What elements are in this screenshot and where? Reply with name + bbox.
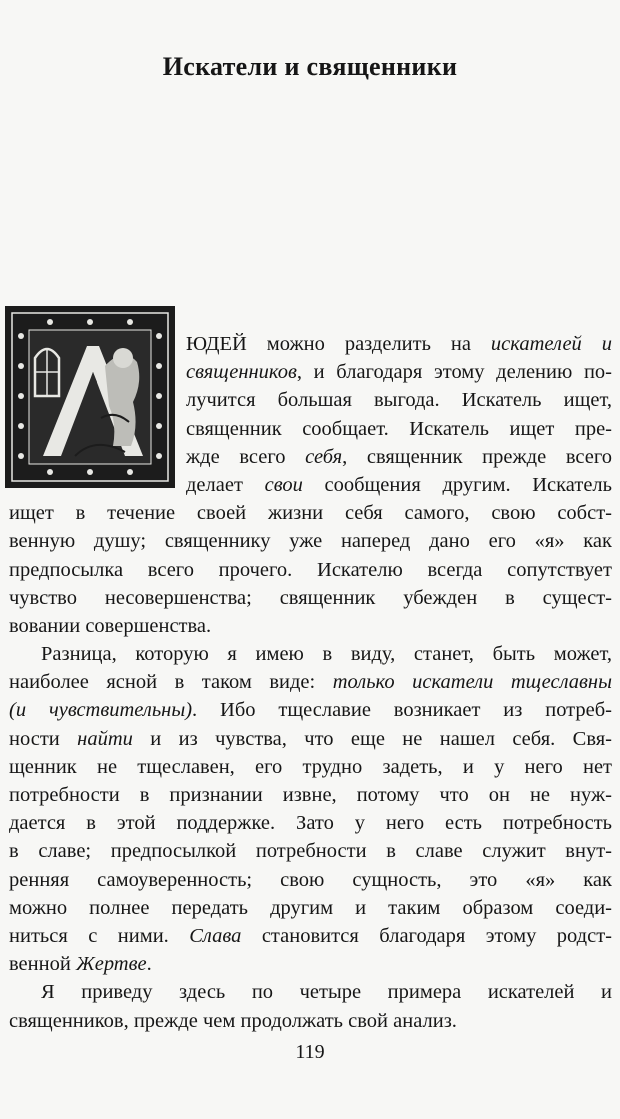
text-run: священников, прежде чем продолжать свой анализ. xyxy=(9,1009,457,1032)
text-line xyxy=(186,443,612,471)
text-run: ности xyxy=(9,727,78,750)
text-run: потребности в признании извне, потому что он не нуж- xyxy=(9,784,612,806)
text-line xyxy=(9,668,612,696)
text-line xyxy=(9,894,612,922)
italic-text-run: себя xyxy=(305,445,343,468)
text-line xyxy=(186,415,612,443)
text-line xyxy=(186,386,612,414)
italic-text-run: (и чувствительны) xyxy=(9,699,193,722)
text-line xyxy=(9,725,612,753)
text-line xyxy=(9,781,612,809)
text-run: ниться с ними. xyxy=(9,924,190,947)
text-line xyxy=(9,499,612,527)
text-run: . xyxy=(146,953,152,976)
text-line xyxy=(9,950,612,978)
italic-text-run: Жертве xyxy=(75,953,147,976)
text-line xyxy=(9,612,612,640)
italic-text-run: найти xyxy=(77,727,133,750)
text-run: делает xyxy=(186,473,265,496)
text-run: ищет в течение своей жизни себя самого, свою собст- xyxy=(9,502,612,525)
text-run: становится благодаря этому родст- xyxy=(241,924,613,947)
text-run: в славе; предпосылкой потребности в славе служит внут- xyxy=(9,840,612,863)
text-run: священник сообщает. Искатель ищет пре- xyxy=(186,417,612,440)
text-run: сообщения другим. Искатель xyxy=(302,473,612,496)
italic-text-run: Слава xyxy=(189,924,242,947)
text-line xyxy=(9,837,612,865)
text-line xyxy=(186,358,612,386)
text-line xyxy=(9,696,612,724)
body-text xyxy=(0,330,620,1035)
text-run: Я приведу здесь по четыре примера искателей и xyxy=(41,981,612,1004)
italic-text-run: свои xyxy=(264,473,303,496)
text-line xyxy=(41,640,612,668)
text-run: лучится большая выгода. Искатель ищет, xyxy=(186,389,612,412)
text-line xyxy=(41,978,612,1006)
text-run: ренняя самоуверенность; свою сущность, это «я» как xyxy=(9,868,612,891)
text-run: венной xyxy=(9,953,76,976)
text-line xyxy=(9,922,612,950)
italic-text-run: искателей и xyxy=(490,333,612,355)
text-run: наиболее ясной в таком виде: xyxy=(9,671,333,694)
text-line xyxy=(186,330,612,358)
text-run: чувство несовершенства; священник убежден в сущест- xyxy=(9,586,612,609)
text-run: венную душу; священнику уже наперед дано его «я» как xyxy=(9,530,612,553)
text-line xyxy=(9,584,612,612)
text-line xyxy=(9,809,612,837)
text-run: щенник не тщеславен, его трудно задеть, и у него нет xyxy=(9,755,612,778)
text-run: дается в этой поддержке. Зато у него есть потребность xyxy=(9,812,612,835)
page-number: 119 xyxy=(295,1041,325,1063)
text-run: Разница, которую я имею в виду, станет, быть может, xyxy=(41,643,612,666)
text-line xyxy=(186,471,612,499)
text-run: вовании совершенства. xyxy=(9,614,212,637)
italic-text-run: священников xyxy=(186,361,297,384)
text-line xyxy=(9,527,612,555)
text-line xyxy=(9,753,612,781)
text-run: , и благодаря этому делению по- xyxy=(296,361,612,384)
text-run: можно полнее передать другим и таким образом соеди- xyxy=(9,896,612,919)
text-line xyxy=(9,556,612,584)
italic-text-run: только искатели тщеславны xyxy=(332,671,612,694)
text-line xyxy=(9,866,612,894)
page-title: Искатели и священники xyxy=(162,52,458,81)
text-run: , священник прежде всего xyxy=(342,445,612,468)
text-run: . Ибо тщеславие возникает из потреб- xyxy=(192,699,612,722)
text-run: и из чувства, что еще не нашел себя. Свя- xyxy=(132,727,612,750)
text-run: предпосылка всего прочего. Искателю всегда сопутствует xyxy=(9,558,612,581)
text-run: жде всего xyxy=(186,445,306,468)
text-line xyxy=(9,1007,612,1035)
text-run: ЮДЕЙ можно разделить на xyxy=(186,333,491,355)
